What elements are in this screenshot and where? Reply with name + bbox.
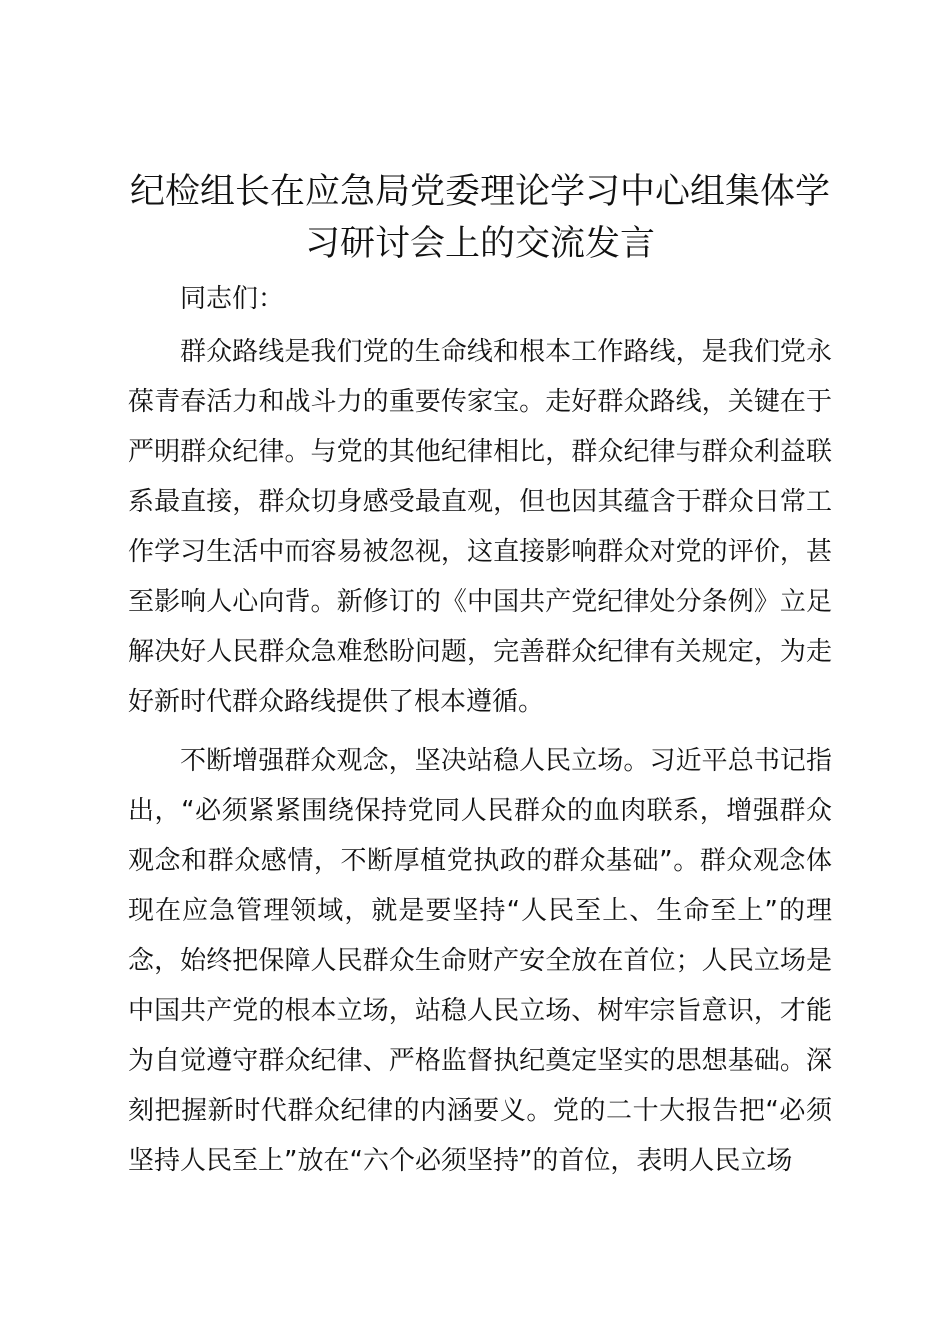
paragraph-1: 群众路线是我们党的生命线和根本工作路线，是我们党永葆青春活力和战斗力的重要传家宝。走好群众路线，关键在于严明群众纪律。与党的其他纪律相比，群众纪律与群众利益联系最直接，群众切身感受最直观，但也因其蕴含于群众日常工作学习生活中而容易被忽视，这直接影响群众对党的评价，甚至影响人心向背。新修订的《中国共产党纪律处分条例》立足解决好人民群众急难愁盼问题，完善群众纪律有关规定，为走好新时代群众路线提供了根本遵循。 (128, 337, 832, 717)
paragraph-2: 不断增强群众观念，坚决站稳人民立场。习近平总书记指出，“必须紧紧围绕保持党同人民群众的血肉联系，增强群众观念和群众感情，不断厚植党执政的群众基础”。群众观念体现在应急管理领域，就是要坚持“人民至上、生命至上”的理念，始终把保障人民群众生命财产安全放在首位；人民立场是中国共产党的根本立场，站稳人民立场、树牢宗旨意识，才能为自觉遵守群众纪律、严格监督执纪奠定坚实的思想基础。深刻把握新时代群众纪律的内涵要义。党的二十大报告把“必须坚持人民至上”放在“六个必须坚持”的首位，表明人民立场 (128, 746, 832, 1176)
document-body (128, 166, 832, 1186)
salutation: 同志们： (180, 284, 285, 314)
document-title: 纪检组长在应急局党委理论学习中心组集体学习研讨会上的交流发言 (129, 172, 830, 264)
